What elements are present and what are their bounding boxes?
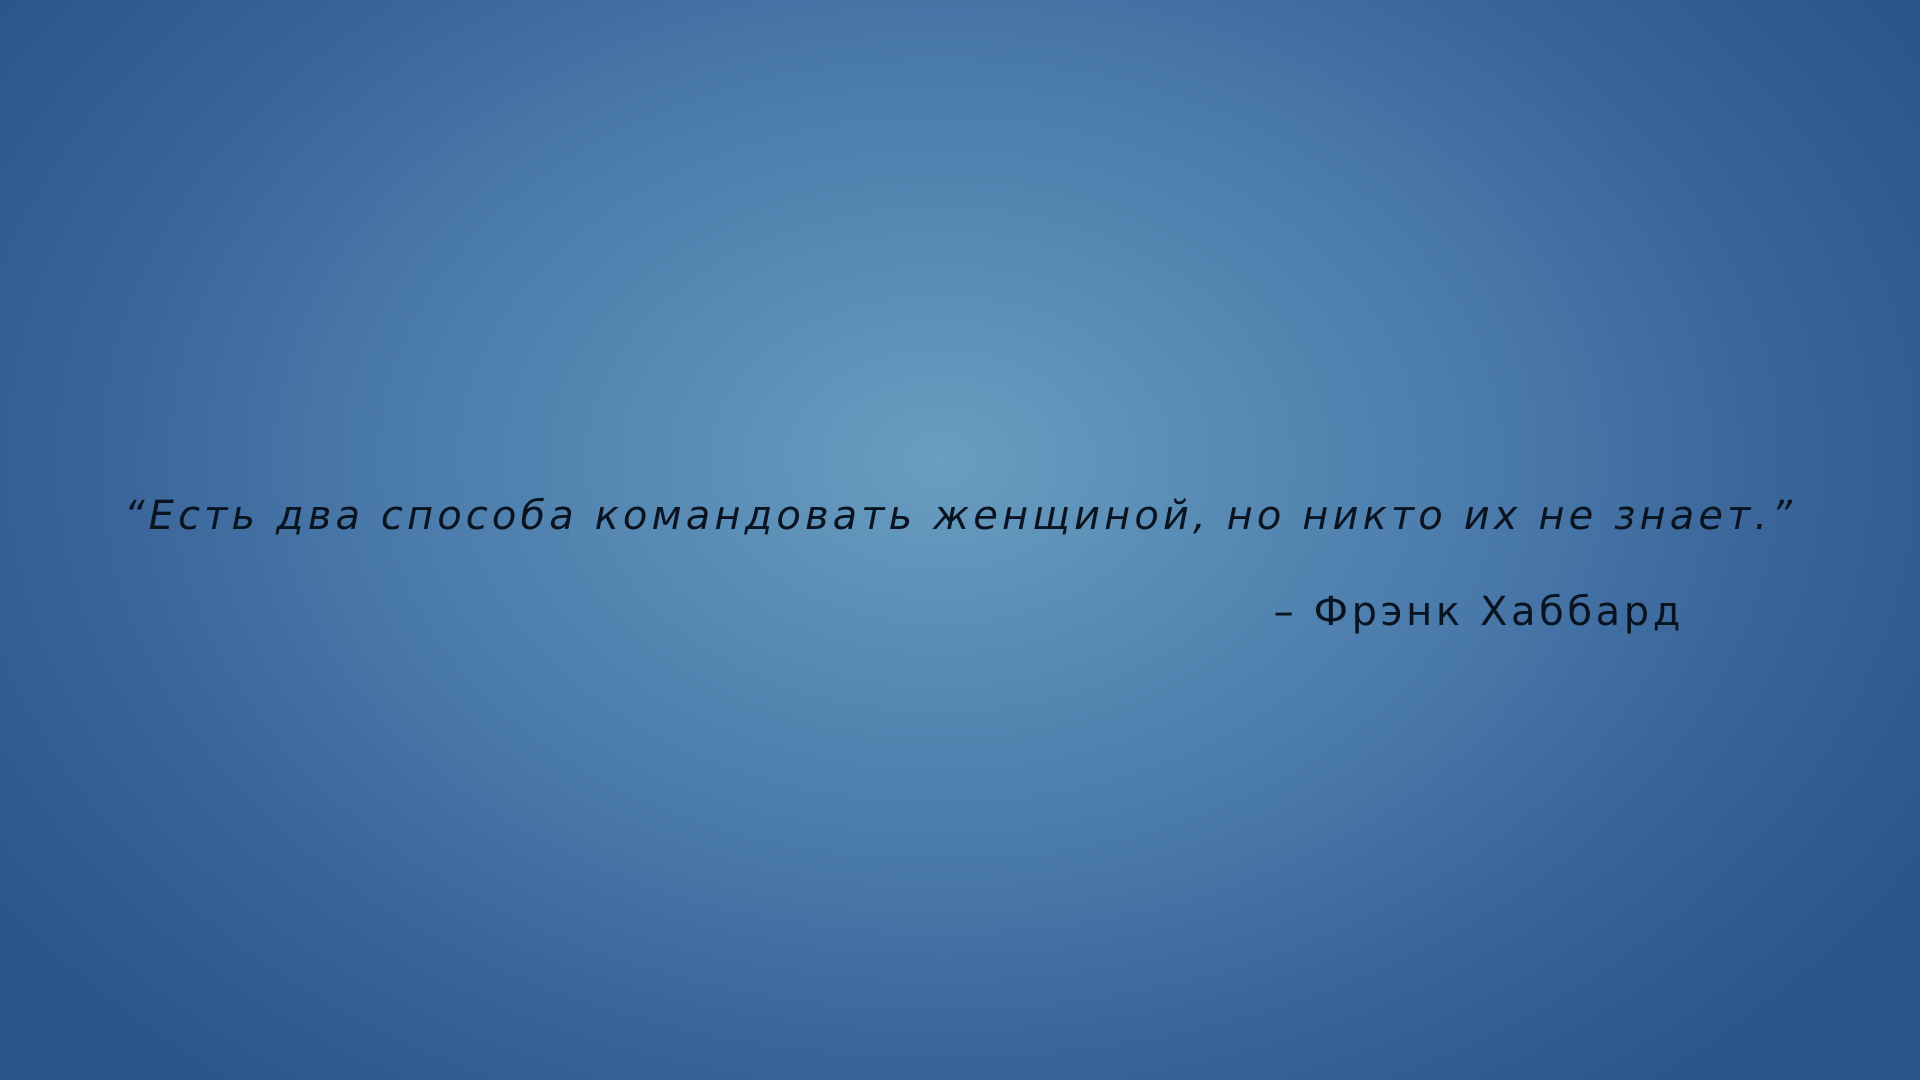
quote-author: – Фрэнк Хаббард	[1273, 589, 1684, 635]
quote-text: “Есть два способа командовать женщиной, но никто их не знает.”	[123, 493, 1797, 539]
